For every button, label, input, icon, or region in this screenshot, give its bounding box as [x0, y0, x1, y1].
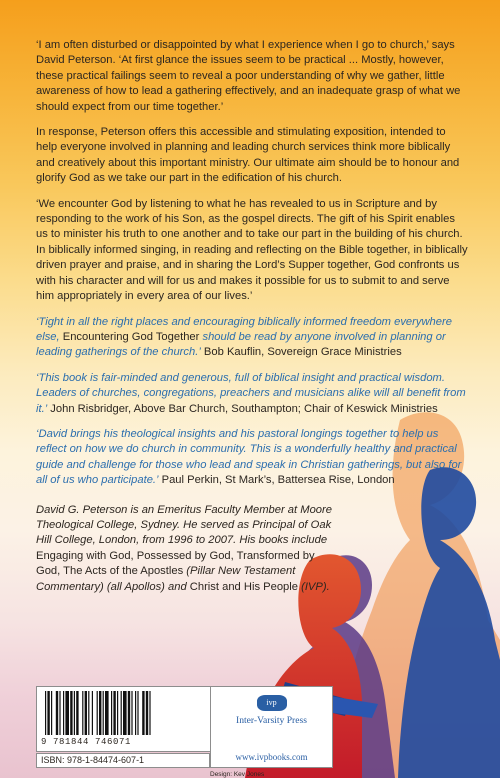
endorsement-attribution: John Risbridger, Above Bar Church, Southampton; Chair of Keswick Ministries — [47, 402, 438, 415]
endorsement-text: ‘David brings his theological insights and his pastoral longings together to help us reflect on how we do church in community. This is a wonderfully healthy and practical guide and challenge for those who lead and speak in Christian gatherings, but also for all of us who participate.’ — [36, 427, 462, 487]
endorsement-text: ‘Tight in all the right places and encouraging biblically informed freedom everywhere else, — [36, 315, 452, 343]
publisher-website: www.ivpbooks.com — [235, 752, 308, 762]
barcode-bar — [56, 691, 58, 735]
barcode-bar — [76, 691, 78, 735]
author-bio — [36, 503, 336, 595]
barcode-bar — [135, 691, 136, 735]
endorsement-attribution: Paul Perkin, St Mark’s, Battersea Rise, London — [158, 474, 395, 487]
blurb-paragraph-1: ‘I am often disturbed or disappointed by what I experience when I go to church,’ says David Peterson. ‘At first glance the issues seem to be practical ... Mostly, however, these practical failings seem to reveal a poor understanding of why we gather, little awareness of how to lead a gathering effectively, and an inadequate grasp of what we should expect from our time together.’ — [36, 39, 461, 113]
barcode-bar — [85, 691, 87, 735]
barcode-bar — [137, 691, 138, 735]
blurb-paragraph-2: In response, Peterson offers this accessible and stimulating exposition, intended to help everyone involved in planning and leading church services think more biblically and creatively about this important ministry. Our ultimate aim should be to honour and glorify God as we take our part in the edification of his church. — [36, 126, 460, 185]
endorsement-perkin — [36, 427, 468, 489]
bio-book-title: Christ and His People — [189, 580, 298, 593]
publisher-panel — [210, 686, 333, 768]
barcode-bar — [103, 691, 104, 735]
barcode-bar — [146, 691, 148, 735]
barcode-bar — [117, 691, 118, 735]
barcode-bar — [113, 691, 115, 735]
barcode-bar — [59, 691, 60, 735]
barcode-bar — [97, 691, 98, 735]
endorsement-text: should be read by anyone involved in planning or leading gatherings of the church.’ — [36, 330, 446, 359]
barcode-bar — [88, 691, 89, 735]
barcode-bar — [111, 691, 112, 735]
bio-text: (Pillar New Testament Commentary) (all Apollos) and — [36, 565, 296, 593]
barcode-digits: 9 781844 746071 — [41, 737, 132, 747]
back-cover-text — [36, 38, 468, 605]
barcode-bar — [131, 691, 132, 735]
isbn-label: ISBN: 978-1-84474-607-1 — [36, 753, 210, 768]
endorsement-text: ‘This book is fair-minded and generous, full of biblical insight and practical wisdom. Leaders of churches, congregations, preachers and musicians alike will all benefit from it.’ — [36, 371, 466, 415]
barcode-bar — [74, 691, 75, 735]
barcode-bar — [63, 691, 64, 735]
barcode-bar — [82, 691, 83, 735]
endorsement-kauflin — [36, 315, 468, 361]
endorsement-risbridger — [36, 371, 468, 417]
bio-text: (IVP). — [297, 580, 330, 593]
barcode-bar — [45, 691, 46, 735]
endorsement-attribution: Bob Kauflin, Sovereign Grace Ministries — [200, 346, 402, 359]
barcode-bar — [142, 691, 144, 735]
barcode-bar — [99, 691, 101, 735]
barcode-bar — [65, 691, 69, 735]
bio-book-titles: Engaging with God, Possessed by God, Transformed by God, The Acts of the Apostles — [36, 549, 315, 578]
design-credit: Design: Kev Jones — [210, 771, 265, 778]
barcode-bar — [70, 691, 72, 735]
barcode-bar — [47, 691, 49, 735]
barcode-bar — [51, 691, 52, 735]
barcode-bar — [149, 691, 150, 735]
bio-text: David G. Peterson is an Emeritus Faculty Member at Moore Theological College, Sydney. He served as Principal of Oak Hill College, London, from 1996 to 2007. His books include — [36, 503, 332, 547]
ivp-logo: ivp — [257, 695, 287, 711]
blurb-paragraph-3: ‘We encounter God by listening to what he has revealed to us in Scripture and by responding to the work of his Son, as the gospel directs. The gift of his Spirit enables us to minister his truth to one another and to take our part in the building of his church. In biblically informed singing, in reading and reflecting on the Bible together, in biblically driven prayer and praise, and in sharing the Lord’s Supper together, God confronts us with his character and will for us and makes it possible for us to submit to and serve him appropriately in every area of our lives.’ — [36, 197, 468, 303]
barcode-bar — [92, 691, 93, 735]
barcode-bar — [123, 691, 127, 735]
book-title: Encountering God Together — [62, 330, 200, 343]
barcode-bar — [128, 691, 130, 735]
publisher-name: Inter-Varsity Press — [236, 715, 307, 726]
barcode-image — [41, 691, 207, 735]
barcode-bar — [105, 691, 109, 735]
barcode-bar — [121, 691, 122, 735]
